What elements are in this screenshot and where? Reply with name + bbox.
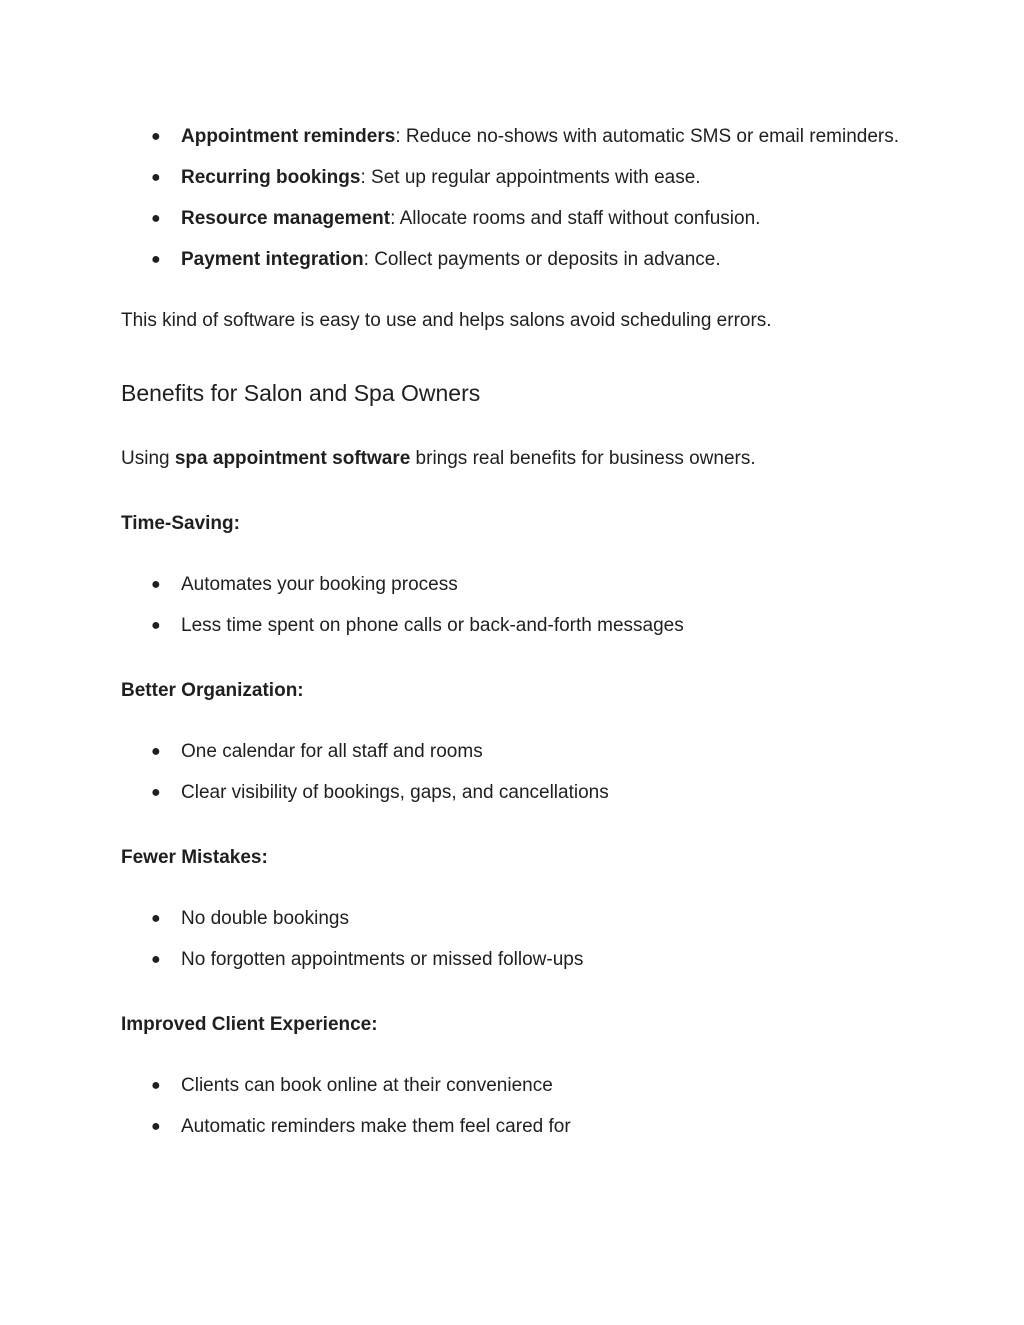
section-list-improved-client-experience — [121, 1065, 903, 1147]
list-item — [121, 198, 903, 239]
bullet-icon: ● — [151, 169, 161, 186]
benefits-intro — [121, 438, 903, 479]
list-item-text: Automates your booking process — [181, 574, 458, 595]
list-item — [121, 939, 903, 980]
list-item — [121, 1106, 903, 1147]
section-title-fewer-mistakes: Fewer Mistakes: — [121, 847, 268, 868]
benefits-heading: Benefits for Salon and Spa Owners — [121, 380, 481, 406]
feature-text: : Allocate rooms and staff without confusion. — [390, 208, 761, 229]
bullet-icon: ● — [151, 617, 161, 634]
list-item-text: No double bookings — [181, 908, 349, 929]
feature-term: Resource management — [181, 208, 391, 229]
bullet-icon: ● — [151, 1077, 161, 1094]
feature-text: : Collect payments or deposits in advance. — [363, 249, 721, 270]
list-item-text: Clients can book online at their convenience — [181, 1075, 553, 1096]
bullet-icon: ● — [151, 210, 161, 227]
section-list-time-saving — [121, 564, 903, 646]
list-item-text: One calendar for all staff and rooms — [181, 741, 483, 762]
intro-before: Using — [121, 448, 175, 469]
bullet-icon: ● — [151, 784, 161, 801]
list-item-text: No forgotten appointments or missed follow-ups — [181, 949, 584, 970]
list-item-text: Less time spent on phone calls or back-and-forth messages — [181, 615, 684, 636]
bullet-icon: ● — [151, 128, 161, 145]
list-item — [121, 898, 903, 939]
feature-text: : Reduce no-shows with automatic SMS or email reminders. — [395, 126, 900, 147]
list-item — [121, 116, 903, 157]
summary-paragraph: This kind of software is easy to use and helps salons avoid scheduling errors. — [121, 310, 772, 331]
list-item — [121, 157, 903, 198]
section-title-improved-client-experience: Improved Client Experience: — [121, 1014, 378, 1035]
intro-bold: spa appointment software — [174, 448, 411, 469]
list-item-text: Clear visibility of bookings, gaps, and cancellations — [181, 782, 609, 803]
feature-term: Recurring bookings — [181, 167, 361, 188]
feature-text: : Set up regular appointments with ease. — [360, 167, 701, 188]
section-title-time-saving: Time-Saving: — [121, 513, 240, 534]
feature-list — [121, 116, 903, 280]
list-item — [121, 564, 903, 605]
feature-term: Appointment reminders — [181, 126, 396, 147]
bullet-icon: ● — [151, 576, 161, 593]
list-item — [121, 772, 903, 813]
section-list-fewer-mistakes — [121, 898, 903, 980]
bullet-icon: ● — [151, 743, 161, 760]
list-item — [121, 605, 903, 646]
section-title-better-organization: Better Organization: — [121, 680, 304, 701]
list-item — [121, 239, 903, 280]
intro-after: brings real benefits for business owners. — [410, 448, 756, 469]
list-item — [121, 731, 903, 772]
document-content — [121, 116, 903, 1147]
section-list-better-organization — [121, 731, 903, 813]
bullet-icon: ● — [151, 1118, 161, 1135]
list-item — [121, 1065, 903, 1106]
bullet-icon: ● — [151, 251, 161, 268]
bullet-icon: ● — [151, 910, 161, 927]
bullet-icon: ● — [151, 951, 161, 968]
list-item-text: Automatic reminders make them feel cared for — [181, 1116, 571, 1137]
feature-term: Payment integration — [181, 249, 364, 270]
